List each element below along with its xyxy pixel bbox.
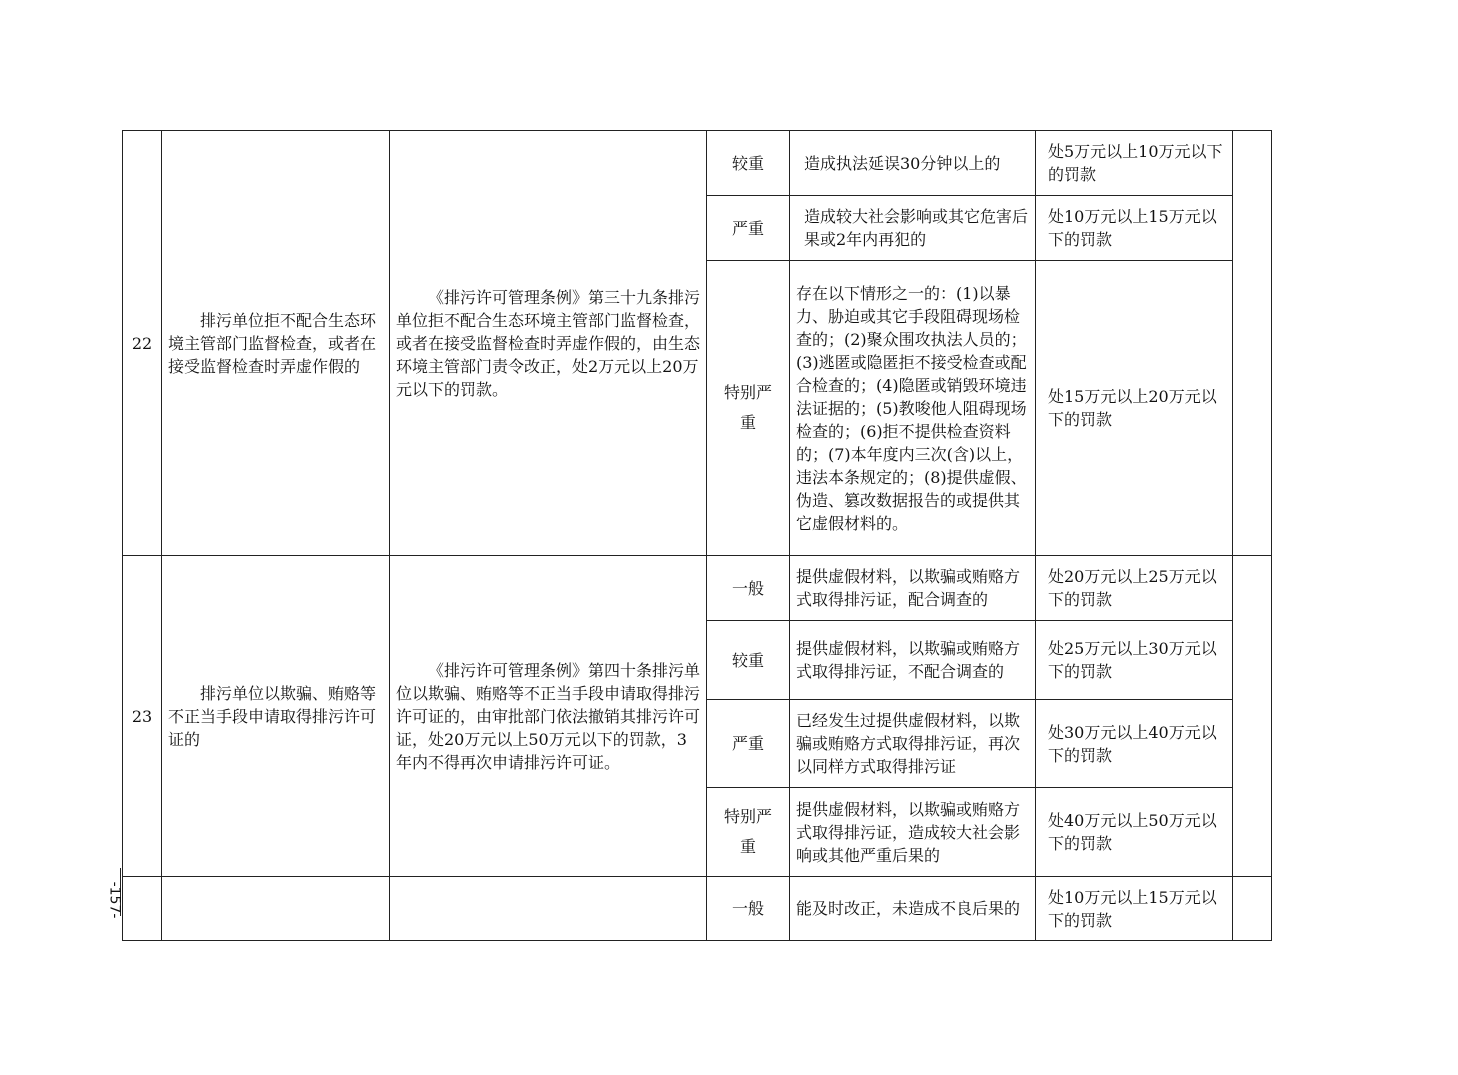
circumstance: 已经发生过提供虚假材料，以欺骗或贿赂方式取得排污证，再次以同样方式取得排污证: [790, 700, 1036, 788]
item-number: [123, 877, 162, 941]
remarks-cell: [1233, 877, 1272, 941]
item-number: 22: [123, 131, 162, 556]
penalty: 处10万元以上15万元以下的罚款: [1036, 196, 1233, 261]
circumstance: 造成执法延误30分钟以上的: [790, 131, 1036, 196]
violation-description: 排污单位拒不配合生态环境主管部门监督检查，或者在接受监督检查时弄虚作假的: [162, 131, 390, 556]
remarks-cell: [1233, 556, 1272, 877]
severity-level: 较重: [707, 621, 790, 700]
legal-basis: [390, 877, 707, 941]
legal-basis: 《排污许可管理条例》第三十九条排污单位拒不配合生态环境主管部门监督检查，或者在接受监督检查时弄虚作假的，由生态环境主管部门责令改正，处2万元以上20万元以下的罚款。: [390, 131, 707, 556]
severity-level: 一般: [707, 556, 790, 621]
severity-level: 较重: [707, 131, 790, 196]
penalty: 处30万元以上40万元以下的罚款: [1036, 700, 1233, 788]
penalty: 处15万元以上20万元以下的罚款: [1036, 261, 1233, 556]
penalty: 处25万元以上30万元以下的罚款: [1036, 621, 1233, 700]
remarks-cell: [1233, 131, 1272, 556]
circumstance: 造成较大社会影响或其它危害后果或2年内再犯的: [790, 196, 1036, 261]
circumstance: 存在以下情形之一的：(1)以暴力、胁迫或其它手段阻碍现场检查的；(2)聚众围攻执法人员的；(3)逃匿或隐匿拒不接受检查或配合检查的；(4)隐匿或销毁环境违法证据的；(5)教唆他人阻碍现场检查的；(6)拒不提供检查资料的；(7)本年度内三次(含)以上，违法本条规定的；(8)提供虚假、伪造、篡改数据报告的或提供其它虚假材料的。: [790, 261, 1036, 556]
circumstance: 提供虚假材料，以欺骗或贿赂方式取得排污证，不配合调查的: [790, 621, 1036, 700]
circumstance: 能及时改正，未造成不良后果的: [790, 877, 1036, 941]
circumstance: 提供虚假材料，以欺骗或贿赂方式取得排污证，造成较大社会影响或其他严重后果的: [790, 788, 1036, 877]
penalty: 处20万元以上25万元以下的罚款: [1036, 556, 1233, 621]
penalty: 处5万元以上10万元以下的罚款: [1036, 131, 1233, 196]
violation-description: 排污单位以欺骗、贿赂等不正当手段申请取得排污许可证的: [162, 556, 390, 877]
severity-level: 特别严重: [707, 261, 790, 556]
severity-level: 一般: [707, 877, 790, 941]
table-row: [123, 556, 1272, 621]
item-number: 23: [123, 556, 162, 877]
severity-level: 特别严重: [707, 788, 790, 877]
table-row: [123, 131, 1272, 196]
circumstance: 提供虚假材料，以欺骗或贿赂方式取得排污证，配合调查的: [790, 556, 1036, 621]
severity-level: 严重: [707, 700, 790, 788]
violation-description: [162, 877, 390, 941]
penalty-table: [122, 130, 1272, 941]
penalty: 处40万元以上50万元以下的罚款: [1036, 788, 1233, 877]
table-row: [123, 877, 1272, 941]
page-number: -157-: [106, 881, 123, 919]
penalty: 处10万元以上15万元以下的罚款: [1036, 877, 1233, 941]
severity-level: 严重: [707, 196, 790, 261]
legal-basis: 《排污许可管理条例》第四十条排污单位以欺骗、贿赂等不正当手段申请取得排污许可证的，由审批部门依法撤销其排污许可证，处20万元以上50万元以下的罚款，3年内不得再次申请排污许可证。: [390, 556, 707, 877]
